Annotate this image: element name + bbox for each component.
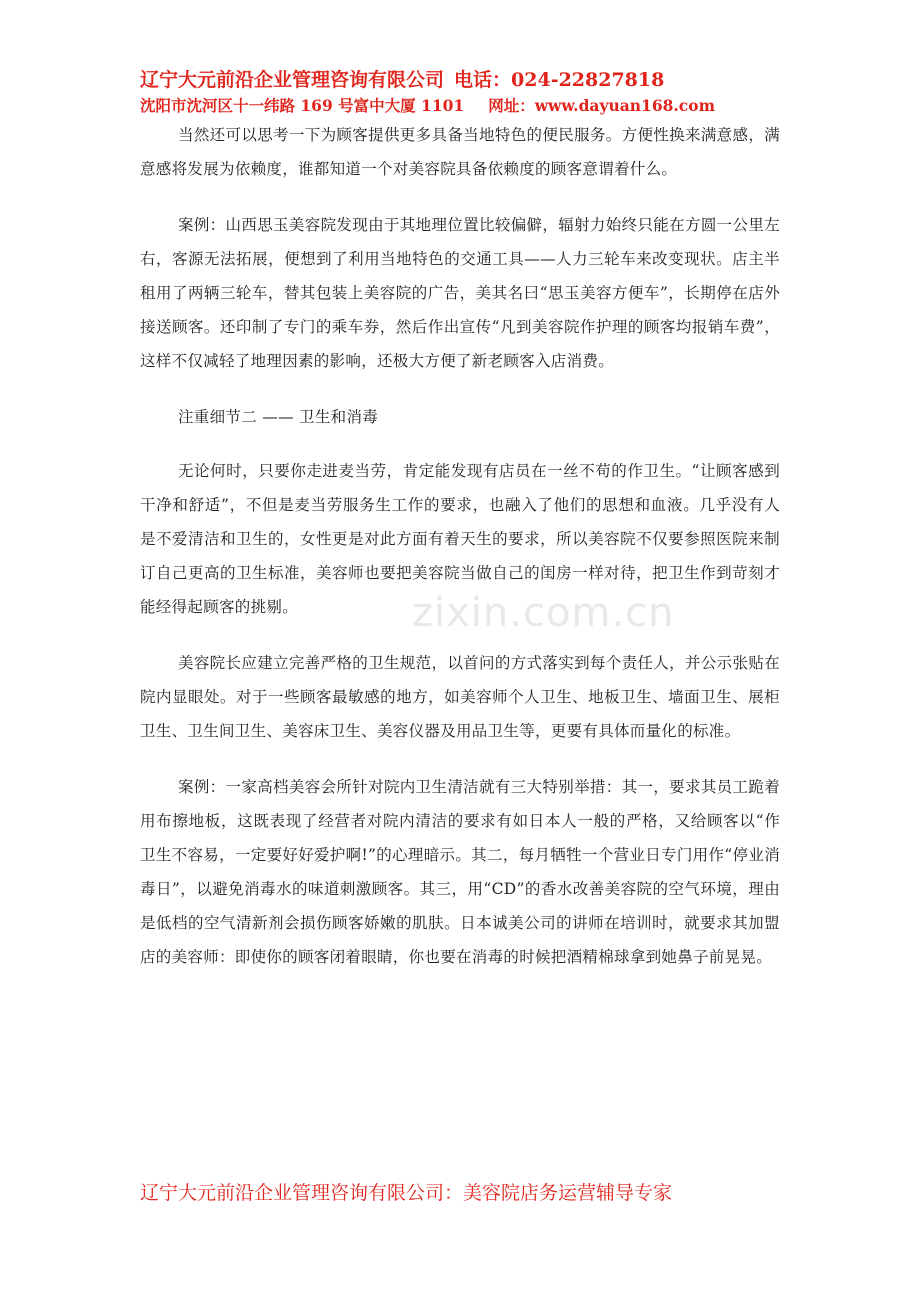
page-header <box>140 66 840 118</box>
page-footer: 辽宁大元前沿企业管理咨询有限公司：美容院店务运营辅导专家 <box>140 1182 673 1204</box>
paragraph: 当然还可以思考一下为顾客提供更多具备当地特色的便民服务。方便性换来满意感，满意感将发展为依赖度，谁都知道一个对美容院具备依赖度的顾客意谓着什么。 <box>140 126 780 178</box>
company-address: 沈阳市沈河区十一纬路 169 号富中大厦 1101 <box>140 96 465 115</box>
company-name: 辽宁大元前沿企业管理咨询有限公司 <box>140 69 445 91</box>
header-address-line <box>140 94 840 118</box>
paragraph: 无论何时，只要你走进麦当劳，肯定能发现有店员在一丝不苟的作卫生。“让顾客感到干净和舒适”，不但是麦当劳服务生工作的要求，也融入了他们的思想和血液。几乎没有人是不爱清洁和卫生的，女性更是对此方面有着天生的要求，所以美容院不仅要参照医院来制订自己更高的卫生标准，美容师也要把美容院当做自己的闺房一样对待，把卫生作到苛刻才能经得起顾客的挑剔。 <box>140 462 780 616</box>
document-body <box>140 118 780 996</box>
website-label: 网址： <box>488 96 535 115</box>
phone-number: 024-22827818 <box>511 69 665 91</box>
case-paragraph: 案例：一家高档美容会所针对院内卫生清洁就有三大特别举措：其一，要求其员工跪着用布擦地板，这既表现了经营者对院内清洁的要求有如日本人一般的严格，又给顾客以“作卫生不容易，一定要好好爱护啊!”的心理暗示。其二，每月牺牲一个营业日专门用作“停业消毒日”，以避免消毒水的味道刺激顾客。其三，用“CD”的香水改善美容院的空气环境，理由是低档的空气清新剂会损伤顾客娇嫩的肌肤。日本诚美公司的讲师在培训时，就要求其加盟店的美容师：即使你的顾客闭着眼睛，你也要在消毒的时候把酒精棉球拿到她鼻子前晃晃。 <box>140 778 780 966</box>
section-heading: 注重细节二 —— 卫生和消毒 <box>178 408 379 426</box>
header-company-line <box>140 66 840 94</box>
paragraph: 美容院长应建立完善严格的卫生规范，以首问的方式落实到每个责任人，并公示张贴在院内显眼处。对于一些顾客最敏感的地方，如美容师个人卫生、地板卫生、墙面卫生、展柜卫生、卫生间卫生、美容床卫生、美容仪器及用品卫生等，更要有具体而量化的标准。 <box>140 654 780 740</box>
watermark: zixin.com.cn <box>412 590 675 636</box>
case-paragraph: 案例：山西思玉美容院发现由于其地理位置比较偏僻，辐射力始终只能在方圆一公里左右，客源无法拓展，便想到了利用当地特色的交通工具——人力三轮车来改变现状。店主半租用了两辆三轮车，替其包装上美容院的广告，美其名曰“思玉美容方便车”，长期停在店外接送顾客。还印制了专门的乘车券，然后作出宣传“凡到美容院作护理的顾客均报销车费”，这样不仅减轻了地理因素的影响，还极大方便了新老顾客入店消费。 <box>140 216 780 370</box>
website-url: www.dayuan168.com <box>534 96 715 115</box>
phone-label: 电话： <box>454 69 512 91</box>
